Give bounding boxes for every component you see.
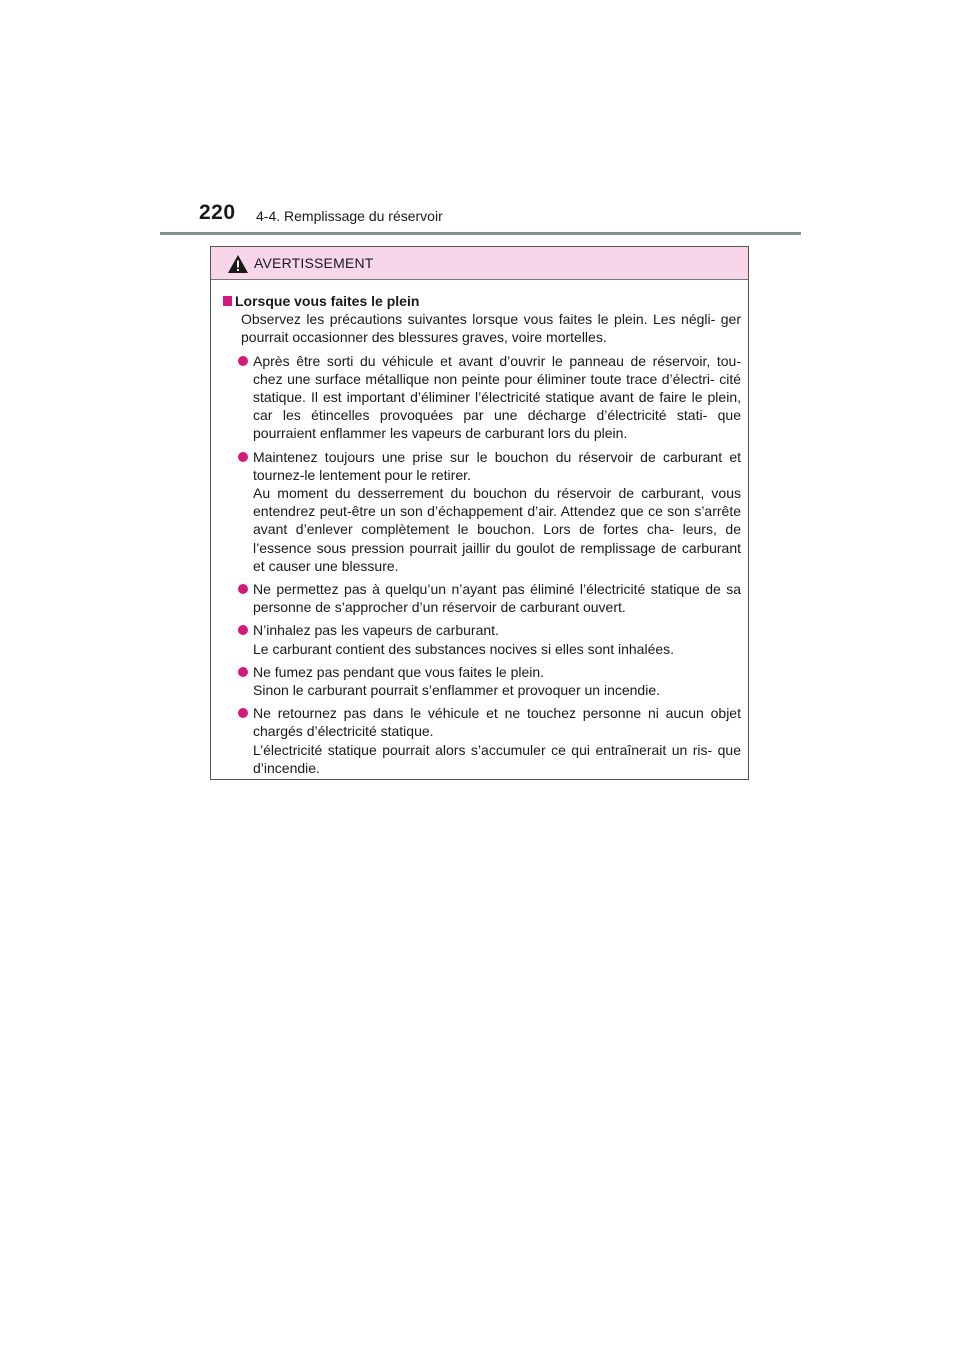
- precaution-text: Le carburant contient des substances nocives si elles sont inhalées.: [253, 640, 675, 657]
- precaution-list: [221, 352, 741, 777]
- precaution-item: [221, 352, 741, 443]
- precaution-text: Au moment du desserrement du bouchon du réservoir de carburant, vous entendrez peut-être un son d’échappement d’air. Attendez que ce son s’arrête avant d’enlever complètement le bouchon. Lors de fortes cha- leurs, de l’essence sous pression pourrait jaillir du goulot de remplissage de carburant et causer une blessure.: [253, 485, 741, 574]
- page-header: [0, 0, 960, 240]
- warning-header: [211, 247, 748, 280]
- precaution-item: [221, 621, 741, 657]
- warning-label: AVERTISSEMENT: [254, 255, 374, 271]
- round-bullet-icon: [238, 667, 248, 677]
- precaution-item: [221, 663, 741, 699]
- precaution-text: N’inhalez pas les vapeurs de carburant.: [253, 622, 499, 639]
- precaution-text: Après être sorti du véhicule et avant d’ouvrir le panneau de réservoir, tou- chez une surface métallique non peinte pour éliminer toute trace d’électri- cité statique. Il est important d’éliminer l’électricité statique avant de faire le plein, car les étincelles provoquées par une décharge d’électricité stati- que pourraient enflammer les vapeurs de carburant lors du plein.: [253, 352, 741, 442]
- warning-body: [211, 280, 748, 777]
- header-divider: [160, 232, 801, 235]
- page-number: 220: [199, 201, 236, 224]
- precaution-text: Ne fumez pas pendant que vous faites le plein.: [253, 663, 545, 680]
- precaution-item: [221, 448, 741, 575]
- square-bullet-icon: [223, 296, 232, 306]
- precaution-text: L’électricité statique pourrait alors s’accumuler ce qui entraînerait un ris- que d’incendie.: [253, 741, 741, 776]
- round-bullet-icon: [238, 625, 248, 635]
- warning-box: [210, 246, 749, 780]
- warning-intro: Observez les précautions suivantes lorsque vous faites le plein. Les négli- ger pourrait occasionner des blessures graves, voire mortelles.: [241, 311, 741, 346]
- precaution-text: Maintenez toujours une prise sur le bouchon du réservoir de carburant et tournez-le lentement pour le retirer.: [253, 448, 741, 483]
- section-title: 4-4. Remplissage du réservoir: [256, 208, 443, 224]
- precaution-item: [221, 580, 741, 616]
- round-bullet-icon: [238, 356, 248, 366]
- precaution-text: Ne permettez pas à quelqu’un n’ayant pas éliminé l’électricité statique de sa personne de s’approcher d’un réservoir de carburant ouvert.: [253, 581, 741, 616]
- precaution-text: Ne retournez pas dans le véhicule et ne touchez personne ni aucun objet chargés d’électricité statique.: [253, 705, 741, 740]
- warning-heading: [221, 292, 741, 310]
- precaution-item: [221, 704, 741, 777]
- warning-heading-text: Lorsque vous faites le plein: [235, 293, 420, 309]
- warning-triangle-icon: [227, 254, 249, 274]
- round-bullet-icon: [238, 708, 248, 718]
- round-bullet-icon: [238, 452, 248, 462]
- precaution-text: Sinon le carburant pourrait s’enflammer et provoquer un incendie.: [253, 682, 661, 699]
- round-bullet-icon: [238, 584, 248, 594]
